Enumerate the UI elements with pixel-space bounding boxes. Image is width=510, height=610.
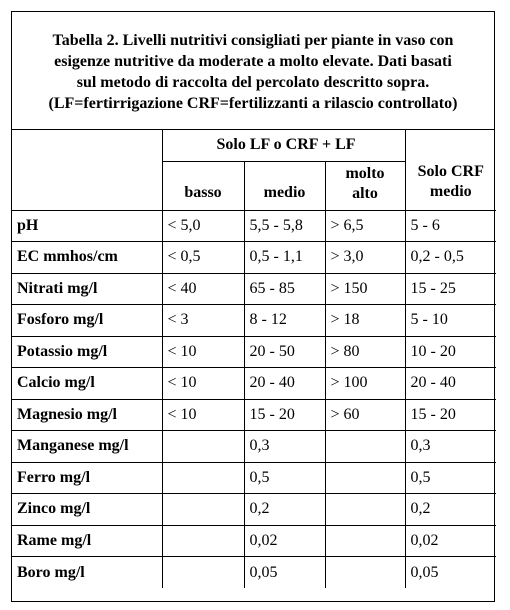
table-row [12,494,496,526]
nutrient-table [12,130,496,588]
cell-alto: > 3,0 [325,242,405,274]
cell-alto: > 6,5 [325,210,405,242]
table-row [12,368,496,400]
cell-crf: 15 - 20 [405,399,496,431]
cell-basso [162,431,244,463]
row-label: pH [12,210,162,242]
row-label: EC mmhos/cm [12,242,162,274]
header-alto: alto [352,184,378,202]
cell-crf: 0,3 [405,431,496,463]
table-row [12,399,496,431]
row-label: Boro mg/l [12,557,162,589]
cell-alto [325,431,405,463]
cell-medio: 5,5 - 5,8 [244,210,325,242]
cell-medio: 20 - 50 [244,336,325,368]
cell-medio: 20 - 40 [244,368,325,400]
cell-alto [325,494,405,526]
cell-basso [162,462,244,494]
cell-medio: 0,05 [244,557,325,589]
cell-alto [325,462,405,494]
group-header: Solo LF o CRF + LF [162,130,405,161]
cell-medio: 0,2 [244,494,325,526]
cell-crf: 15 - 25 [405,273,496,305]
cell-crf: 0,02 [405,525,496,557]
cell-basso [162,494,244,526]
cell-medio: 0,3 [244,431,325,463]
header-row-1 [12,130,496,161]
cell-basso [162,525,244,557]
caption-line-1: Tabella 2. Livelli nutritivi consigliati per piante in vaso con [52,31,454,49]
row-label: Calcio mg/l [12,368,162,400]
cell-basso: < 5,0 [162,210,244,242]
table-row [12,336,496,368]
cell-alto: > 80 [325,336,405,368]
caption-line-3: sul metodo di raccolta del percolato descritto sopra. [76,73,430,91]
table-row [12,305,496,337]
table-row [12,242,496,274]
cell-crf: 0,2 [405,494,496,526]
header-blank-cell [12,130,162,210]
cell-crf: 0,2 - 0,5 [405,242,496,274]
cell-medio: 0,5 [244,462,325,494]
row-label: Rame mg/l [12,525,162,557]
crf-header-line-1: Solo CRF [417,162,484,180]
cell-crf: 10 - 20 [405,336,496,368]
table-row [12,462,496,494]
header-basso: basso [162,161,244,210]
row-label: Potassio mg/l [12,336,162,368]
cell-medio: 15 - 20 [244,399,325,431]
cell-alto [325,557,405,589]
row-label: Ferro mg/l [12,462,162,494]
cell-alto: > 60 [325,399,405,431]
cell-alto: > 150 [325,273,405,305]
cell-alto [325,525,405,557]
cell-alto: > 100 [325,368,405,400]
header-molto-alto [325,161,405,210]
cell-basso: < 10 [162,368,244,400]
cell-alto: > 18 [325,305,405,337]
header-medio: medio [244,161,325,210]
cell-medio: 0,02 [244,525,325,557]
row-label: Manganese mg/l [12,431,162,463]
caption-line-2: esigenze nutritive da moderate a molto elevate. Dati basati [54,52,452,70]
table-row [12,431,496,463]
row-label: Magnesio mg/l [12,399,162,431]
table-row [12,525,496,557]
cell-crf: 20 - 40 [405,368,496,400]
cell-basso: < 3 [162,305,244,337]
cell-crf: 0,5 [405,462,496,494]
cell-crf: 5 - 6 [405,210,496,242]
header-molto: molto [345,164,385,182]
crf-header [405,130,496,210]
table-frame [11,11,495,602]
cell-basso: < 10 [162,336,244,368]
caption-text [43,30,464,114]
row-label: Nitrati mg/l [12,273,162,305]
cell-basso: < 0,5 [162,242,244,274]
table-row [12,273,496,305]
cell-medio: 65 - 85 [244,273,325,305]
cell-basso [162,557,244,589]
table-row [12,210,496,242]
cell-crf: 5 - 10 [405,305,496,337]
cell-basso: < 10 [162,399,244,431]
cell-medio: 0,5 - 1,1 [244,242,325,274]
cell-medio: 8 - 12 [244,305,325,337]
cell-basso: < 40 [162,273,244,305]
crf-header-line-2: medio [429,182,472,200]
cell-crf: 0,05 [405,557,496,589]
table-caption [12,12,494,130]
row-label: Fosforo mg/l [12,305,162,337]
caption-line-4: (LF=fertirrigazione CRF=fertilizzanti a rilascio controllato) [48,94,458,112]
row-label: Zinco mg/l [12,494,162,526]
table-row [12,557,496,589]
